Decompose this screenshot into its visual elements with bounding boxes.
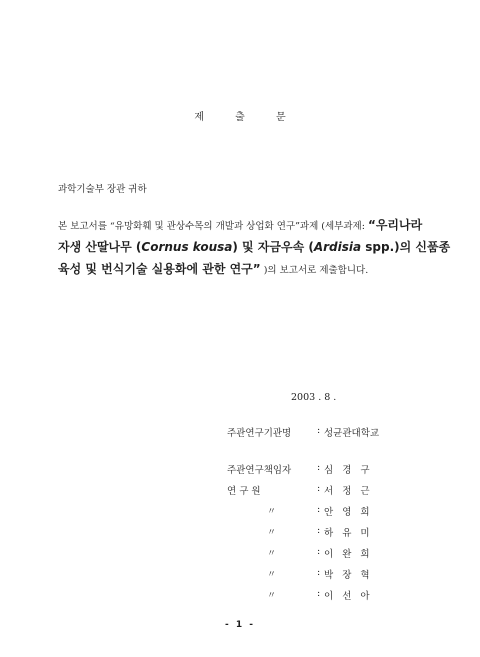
- colon: :: [317, 483, 321, 494]
- body-line-1: [58, 215, 430, 237]
- researcher-name: 안 영 희: [324, 507, 373, 518]
- species-name-cornus: Cornus kousa: [141, 240, 233, 254]
- colon: :: [317, 567, 321, 578]
- colon: :: [317, 504, 321, 515]
- researcher-label: 연 구 원: [227, 486, 261, 497]
- recipient-line: 과학기술부 장관 귀하: [58, 184, 147, 195]
- project-title-part: ) 및 자금우속 (: [232, 240, 314, 254]
- project-title-start: “우리나라: [367, 218, 423, 232]
- ditto-mark: 〃: [267, 549, 277, 559]
- project-title-part: 자생 산딸나무 (: [58, 240, 142, 254]
- body-text: 본 보고서를 “유망화훼 및 관상수목의 개발과 상업화 연구”과제 (세부과제:: [58, 221, 368, 232]
- page-number: - 1 -: [225, 620, 255, 630]
- page-title: 제 출 문: [194, 112, 300, 123]
- researcher-name: 이 선 아: [324, 591, 373, 602]
- researcher-name: 이 완 희: [324, 549, 373, 560]
- colon: :: [317, 546, 321, 557]
- project-title-end: 육성 및 번식기술 실용화에 관한 연구”: [58, 262, 261, 276]
- leader-label: 주관연구책임자: [227, 465, 292, 476]
- colon: :: [317, 425, 321, 436]
- submission-body: [58, 215, 451, 281]
- leader-name: 심 경 구: [324, 465, 373, 476]
- submission-date: 2003 . 8 .: [291, 392, 337, 403]
- org-label: 주관연구기관명: [227, 428, 292, 439]
- genus-name-ardisia: Ardisia: [313, 240, 362, 254]
- researcher-name: 하 유 미: [324, 528, 373, 539]
- ditto-mark: 〃: [267, 528, 277, 538]
- colon: :: [317, 525, 321, 536]
- body-line-2: [58, 237, 451, 259]
- body-line-3: [58, 259, 430, 281]
- colon: :: [317, 462, 321, 473]
- ditto-mark: 〃: [267, 591, 277, 601]
- ditto-mark: 〃: [267, 507, 277, 517]
- project-title-part: spp.)의 신품종: [361, 240, 451, 254]
- researcher-name: 박 장 혁: [324, 570, 373, 581]
- researcher-name: 서 정 근: [324, 486, 373, 497]
- colon: :: [317, 588, 321, 599]
- body-text: )의 보고서로 제출합니다.: [260, 265, 369, 276]
- org-value: 성균관대학교: [324, 428, 380, 439]
- ditto-mark: 〃: [267, 570, 277, 580]
